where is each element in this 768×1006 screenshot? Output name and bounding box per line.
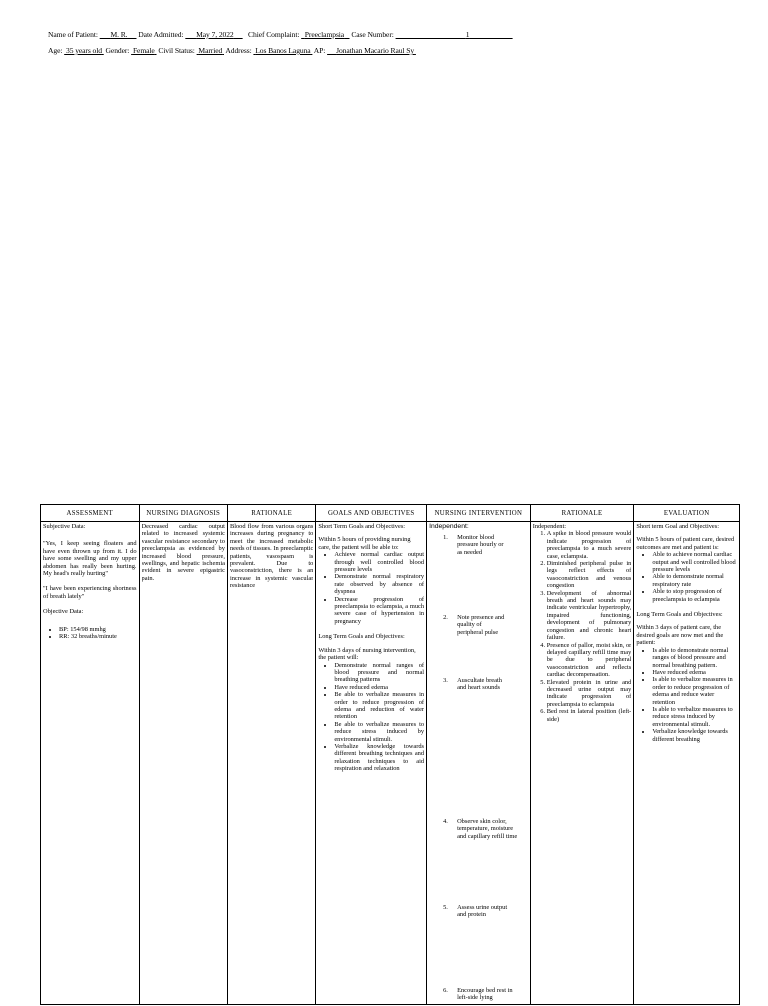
- eval-long-label: Long Term Goals and Objectives:: [636, 611, 723, 619]
- list-item: • Demonstrate normal ranges of blood pressure and normal breathing patterns: [334, 662, 424, 684]
- complaint-value: Preeclampsia: [304, 30, 345, 39]
- list-item: • Be able to verbalize measures to reduce stress induced by environmental stimuli.: [334, 721, 424, 743]
- eval-short-intro: Within 5 hours of patient care, desired outcomes are met and patient is:: [636, 536, 735, 551]
- list-item: • BP: 154/98 mmhg: [59, 626, 137, 633]
- rationale-list: [533, 530, 632, 723]
- rationale-independent-label: Independent:: [532, 523, 567, 530]
- header-rationale-2: RATIONALE: [530, 505, 634, 522]
- age-value: 35 years old: [66, 46, 102, 55]
- list-item: • Able to stop progression of preeclampsia to eclampsia: [652, 588, 737, 603]
- list-item: 5. Elevated protein in urine and decreased urine output may indicate progression of preeclampsia to eclampsia: [547, 679, 632, 709]
- address-value: Los Banos Laguna: [255, 46, 311, 55]
- list-item: • Verbalize knowledge towards different breathing: [652, 728, 737, 743]
- list-item: 2. Note presence and quality of peripheral pulse: [443, 614, 505, 636]
- intervention-independent-label: Independent:: [429, 523, 469, 530]
- list-item: 3. Development of abnormal breath and heart sounds may indicate ventricular hypertrophy, impaired functioning, development of pulmonary congestion and chronic heart failure.: [547, 590, 632, 642]
- list-item: 1. A spike in blood pressure would indicate progression of preeclampsia to a much severe case, eclampsia.: [547, 530, 632, 560]
- intervention-cell: [427, 522, 531, 1005]
- name-label: Name of Patient:: [48, 30, 98, 39]
- name-value: M. R.: [110, 30, 128, 39]
- gender-label: Gender:: [105, 46, 130, 55]
- short-term-goals-label: Short Term Goals and Objectives:: [318, 523, 406, 530]
- eval-long-list: [636, 647, 737, 743]
- list-item: 4. Observe skin color, temperature, moisture and capillary refill time: [443, 818, 518, 840]
- complaint-label: Chief Complaint:: [248, 30, 300, 39]
- rationale-text: Blood flow from various organs increases during pregnancy to meet the increased metabolic needs of tissues. In preeclamptic patients, vasospasm is prevalent. Due to vasoconstriction, there is an increase in systemic vascular resistance: [229, 523, 314, 590]
- list-item: • Is able to verbalize measures to reduce stress induced by environmental stimuli.: [652, 706, 737, 728]
- ap-label: AP:: [313, 46, 326, 55]
- diagnosis-cell: [139, 522, 227, 1005]
- short-term-goals-list: [318, 551, 424, 625]
- ap-value: Jonathan Macario Raul Sy: [336, 46, 415, 55]
- objective-list: [43, 626, 137, 641]
- rationale-cell: [227, 522, 315, 1005]
- civil-status-label: Civil Status:: [158, 46, 195, 55]
- case-label: Case Number:: [351, 30, 394, 39]
- case-value: 1: [465, 30, 470, 39]
- patient-info-line-1: [48, 30, 513, 39]
- list-item: • Able to demonstrate normal respiratory rate: [652, 573, 737, 588]
- header-nursing-intervention: NURSING INTERVENTION: [427, 505, 531, 522]
- list-item: • Achieve normal cardiac output through well controlled blood pressure levels: [334, 551, 424, 573]
- long-term-goals-intro: Within 3 days of nursing intervention, the patient will:: [318, 646, 416, 662]
- header-assessment: ASSESSMENT: [41, 505, 140, 522]
- eval-short-list: [636, 551, 737, 603]
- list-item: • Have reduced edema: [334, 684, 424, 691]
- list-item: • Is able to demonstrate normal ranges of blood pressure and normal breathing pattern.: [652, 647, 737, 669]
- list-item: • Demonstrate normal respiratory rate observed by absence of dyspnea: [334, 573, 424, 595]
- long-term-goals-list: [318, 662, 424, 773]
- civil-status-value: Married: [198, 46, 223, 55]
- assessment-cell: [41, 522, 140, 1005]
- long-term-goals-label: Long Term Goals and Objectives:: [318, 633, 405, 641]
- header-rationale: RATIONALE: [227, 505, 315, 522]
- gender-value: Female: [132, 46, 155, 55]
- list-item: 1. Monitor blood pressure hourly or as needed: [443, 534, 504, 556]
- subjective-quote-1: "Yes, I keep seeing floaters and have even thrown up from it. I do have some swelling and my upper abdomen has really been hurting. My head's really hurting": [43, 540, 137, 578]
- list-item: • Have reduced edema: [652, 669, 737, 676]
- list-item: • RR: 32 breaths/minute: [59, 633, 137, 640]
- objective-label: Objective Data:: [43, 608, 84, 616]
- header-evaluation: EVALUATION: [634, 505, 740, 522]
- date-label: Date Admitted:: [138, 30, 184, 39]
- list-item: 6. Encourage bed rest in left-side lying: [443, 987, 513, 1002]
- evaluation-cell: [634, 522, 740, 1005]
- list-item: 2. Diminished peripheral pulse in legs reflect effects of vasoconstriction and venous congestion: [547, 560, 632, 590]
- short-term-goals-intro: Within 5 hours of providing nursing care, the patient will be able to:: [318, 536, 411, 551]
- patient-info-line-2: [48, 46, 416, 55]
- diagnosis-text: Decreased cardiac output related to increased systemic vascular resistance secondary to preeclampsia as evidenced by increased blood pressure, swellings, and hepatic ischemia evident in severe epigastric pain.: [141, 523, 225, 582]
- eval-short-label: Short term Goal and Objectives:: [636, 523, 720, 530]
- table-header-row: [41, 505, 740, 522]
- list-item: • Able to achieve normal cardiac output and well controlled blood pressure levels: [652, 551, 737, 573]
- nursing-care-plan-table: [40, 504, 740, 1005]
- header-goals-objectives: GOALS AND OBJECTIVES: [316, 505, 427, 522]
- date-value: May 7, 2022: [196, 30, 234, 39]
- header-nursing-diagnosis: NURSING DIAGNOSIS: [139, 505, 227, 522]
- address-label: Address:: [225, 46, 252, 55]
- list-item: • Be able to verbalize measures in order to reduce progression of edema and reduction of water retention: [334, 691, 424, 721]
- eval-long-intro: Within 3 days of patient care, the desired goals are now met and the patient:: [636, 624, 724, 647]
- list-item: • Verbalize knowledge towards different breathing techniques and relaxation techniques to aid respiration and relaxation: [334, 743, 424, 773]
- age-label: Age:: [48, 46, 63, 55]
- list-item: 6. Bed rest in lateral position (left-side): [547, 708, 632, 723]
- list-item: 5. Assess urine output and protein: [443, 904, 508, 919]
- table-row: [41, 522, 740, 1005]
- subjective-quote-2: "I have been experiencing shortness of breath lately": [43, 585, 137, 600]
- list-item: 4. Presence of pallor, moist skin, or delayed capillary refill time may be due to peripheral vasoconstriction and reflects cardiac decompensation.: [547, 642, 632, 679]
- goals-cell: [316, 522, 427, 1005]
- list-item: • Decrease progression of preeclampsia to eclampsia, a much severe case of hypertension in pregnancy: [334, 596, 424, 626]
- subjective-label: Subjective Data:: [43, 523, 86, 530]
- list-item: • Is able to verbalize measures in order to reduce progression of edema and reduce water retention: [652, 676, 737, 706]
- list-item: 3. Auscultate breath and heart sounds: [443, 677, 502, 692]
- rationale-2-cell: [530, 522, 634, 1005]
